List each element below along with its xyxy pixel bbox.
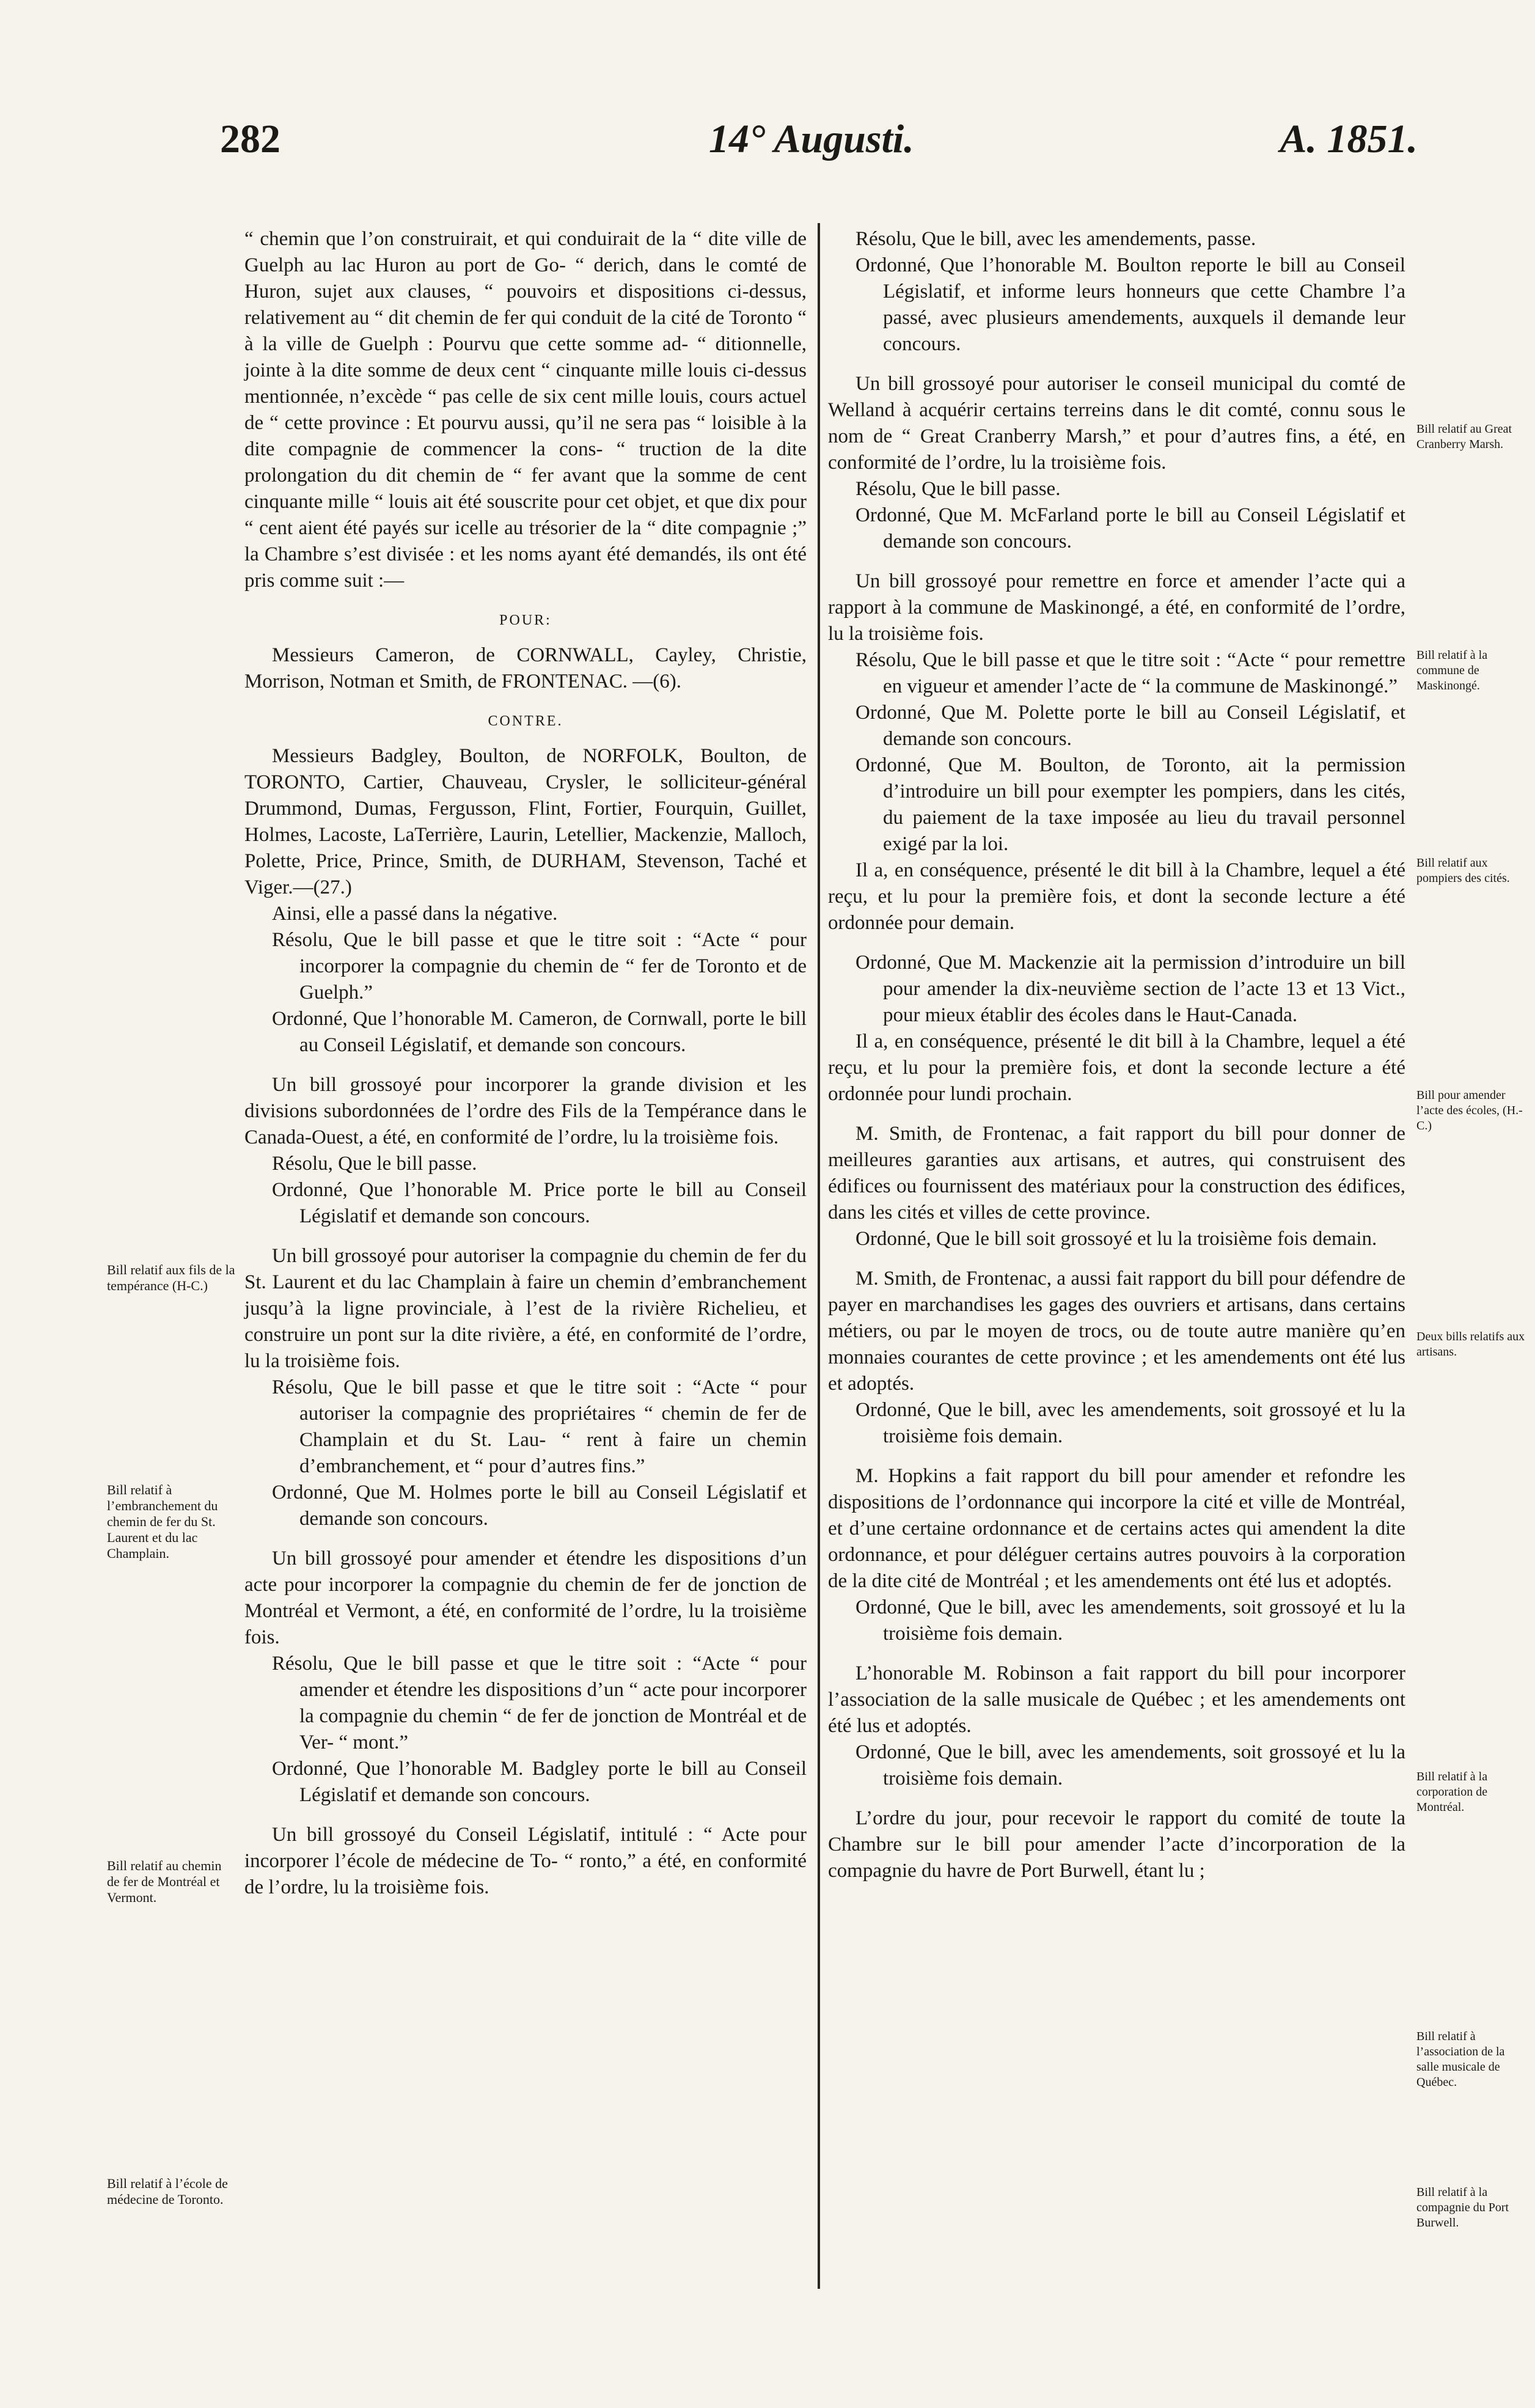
ordonne-cameron: Ordonné, Que l’honorable M. Cameron, de Cornwall, porte le bill au Conseil Législatif, et demande son concours. (272, 1008, 807, 1056)
ordonne-pompiers: Ordonné, Que M. Boulton, de Toronto, ait la permission d’introduire un bill pour exempter les pompiers, dans les cités, du paiement de la taxe imposée au lieu du travail personnel exigé par la loi. (855, 754, 1405, 855)
ordonne-polette: Ordonné, Que M. Polette porte le bill au Conseil Législatif, et demande son concours. (855, 702, 1405, 750)
column-divider (818, 223, 820, 2289)
pour-names: Messieurs Cameron, de CORNWALL, Cayley, Christie, Morrison, Notman et Smith, de FRONTENAC. —(6). (244, 644, 807, 692)
contre-label: CONTRE. (488, 713, 563, 729)
sidenote-vermont: Bill relatif au chemin de fer de Montréal et Vermont. (107, 1858, 222, 1905)
resolu-vermont: Résolu, Que le bill passe et que le titre soit : “Acte “ pour amender et étendre les dispositions d’un “ acte pour incorporer la compagnie du chemin “ de fer de jonction de Montréal et de Ver- “ mont.” (272, 1653, 807, 1753)
contre-names: Messieurs Badgley, Boulton, de NORFOLK, Boulton, de TORONTO, Cartier, Chauveau, Crysler, le solliciteur-général Drummond, Dumas, Fergusson, Flint, Fortier, Fourquin, Guillet, Holmes, Lacoste, LaTerrière, Laurin, Letellier, Mackenzie, Malloch, Polette, Price, Prince, Smith, de DURHAM, Stevenson, Taché et Viger.—(27.) (244, 745, 807, 898)
ordonne-boulton: Ordonné, Que l’honorable M. Boulton reporte le bill au Conseil Législatif, et informe leurs honneurs que cette Chambre l’a passé, avec plusieurs amendements, auxquels il demande leur concours. (855, 254, 1405, 355)
presente-demain: Il a, en conséquence, présenté le dit bill à la Chambre, lequel a été reçu, et lu pour la première fois, et dont la seconde lecture a été ordonnée pour demain. (828, 859, 1405, 934)
sidenote-temperance: Bill relatif aux fils de la tempérance (H-C.) (107, 1262, 235, 1293)
guelph-amendment-text: “ chemin que l’on construirait, et qui conduirait de la “ dite ville de Guelph au lac Huron au port de Go- “ derich, dans le comté de Huron, sujet aux clauses, “ pouvoirs et dispositions ci-dessus, relativement au “ dit chemin de fer qui conduit de la cité de Toronto “ à la ville de Guelph : Pourvu que cette somme ad- “ ditionnelle, jointe à la dite somme de deux cent “ cinquante mille louis ci-dessus mentionnée, n’excède “ pas celle de six cent mille louis, cours actuel de “ cette province : Et pourvu aussi, qu’il ne sera pas “ loisible à la dite compagnie de commencer la cons- “ truction de la dite prolongation du dit chemin de “ fer avant que la somme de cent cinquante mille “ louis ait été souscrite pour cet objet, et que dix pour “ cent aient été payés sur icelle au trésorier de la “ dite compagnie ;” la Chambre s’est divisée : et les noms ayant été demandés, ils ont été pris comme suit :— (244, 228, 807, 592)
sidenote-cranberry: Bill relatif au Great Cranberry Marsh. (1416, 422, 1512, 451)
temperance-bill: Un bill grossoyé pour incorporer la grande division et les divisions subordonnées de l’ordre des Fils de la Tempérance dans le Canada-Ouest, a été, en conformité de l’ordre, lu la troisième fois. (244, 1074, 807, 1148)
right-column (828, 226, 1405, 1898)
ordonne-grossoye: Ordonné, Que le bill soit grossoyé et lu la troisième fois demain. (855, 1228, 1377, 1250)
sidenote-artisans: Deux bills relatifs aux artisans. (1416, 1330, 1525, 1359)
medecine-bill: Un bill grossoyé du Conseil Législatif, intitulé : “ Acte pour incorporer l’école de médecine de To- “ ronto,” a été, en conformité de l’ordre, lu la troisième fois. (244, 1824, 807, 1898)
negative-result: Ainsi, elle a passé dans la négative. (272, 903, 558, 925)
resolu-st-laurent: Résolu, Que le bill passe et que le titre soit : “Acte “ pour autoriser la compagnie des propriétaires “ chemin de fer de Champlain et du St. Lau- “ rent à faire un chemin d’embranchement, et “ pour d’autres fins.” (272, 1376, 807, 1477)
ordonne-amend-3: Ordonné, Que le bill, avec les amendements, soit grossoyé et lu la troisième fois demain. (855, 1741, 1405, 1789)
resolu-maskinonge: Résolu, Que le bill passe et que le titre soit : “Acte “ pour remettre en vigueur et amender l’acte de “ la commune de Maskinongé.” (855, 649, 1405, 697)
resolu-guelph: Résolu, Que le bill passe et que le titre soit : “Acte “ pour incorporer la compagnie du chemin de “ fer de Toronto et de Guelph.” (272, 929, 807, 1004)
ordonne-price: Ordonné, Que l’honorable M. Price porte le bill au Conseil Législatif et demande son concours. (272, 1179, 807, 1227)
page-header (220, 116, 1418, 183)
ordonne-amend-1: Ordonné, Que le bill, avec les amendements, soit grossoyé et lu la troisième fois demain. (855, 1399, 1405, 1447)
hopkins-report: M. Hopkins a fait rapport du bill pour amender et refondre les dispositions de l’ordonnance qui incorpore la cité et ville de Montréal, et d’une certaine ordonnance et de certains actes qui amendent la dite ordonnance, et pour déléguer certains autres pouvoirs à la corporation de la dite cité de Montréal ; et les amendements ont été lus et adoptés. (828, 1465, 1405, 1592)
robinson-report: L’honorable M. Robinson a fait rapport du bill pour incorporer l’association de la salle musicale de Québec ; et les amendements ont été lus et adoptés. (828, 1662, 1405, 1737)
ordonne-mackenzie: Ordonné, Que M. Mackenzie ait la permission d’introduire un bill pour amender la dix-neuvième section de l’acte 13 et 13 Vict., pour mieux établir des écoles dans le Haut-Canada. (855, 952, 1405, 1026)
smith-gages: M. Smith, de Frontenac, a aussi fait rapport du bill pour défendre de payer en marchandises les gages des ouvriers et artisans, dans certains métiers, ou par le moyen de trocs, ou de toute autre manière qu’en monnaies courantes de cette province ; et les amendements ont été lus et adoptés. (828, 1268, 1405, 1395)
pour-label: POUR: (499, 612, 552, 628)
smith-artisans: M. Smith, de Frontenac, a fait rapport du bill pour donner de meilleures garanties aux artisans, et autres, qui construisent des édifices ou fournissent des matériaux pour la construction des édifices, dans les cités et villes de cette province. (828, 1123, 1405, 1224)
resolu-amendements: Résolu, Que le bill, avec les amendements, passe. (855, 228, 1256, 250)
sidenote-montreal: Bill relatif à la corporation de Montréal. (1416, 1770, 1488, 1814)
ordonne-badgley: Ordonné, Que l’honorable M. Badgley porte le bill au Conseil Législatif et demande son concours. (272, 1758, 807, 1806)
sidenote-maskinonge: Bill relatif à la commune de Maskinongé. (1416, 648, 1488, 692)
presente-lundi: Il a, en conséquence, présenté le dit bill à la Chambre, lequel a été reçu, et lu pour la première fois, et dont la seconde lecture a été ordonnée pour lundi prochain. (828, 1030, 1405, 1105)
welland-bill: Un bill grossoyé pour autoriser le conseil municipal du comté de Welland à acquérir certains terreins dans le dit comté, connu sous le nom de “ Great Cranberry Marsh,” et pour d’autres fins, a été, en conformité de l’ordre, lu la troisième fois. (828, 373, 1405, 474)
port-burwell-order: L’ordre du jour, pour recevoir le rapport du comité de toute la Chambre sur le bill pour amender l’acte d’incorporation de la compagnie du havre de Port Burwell, étant lu ; (828, 1807, 1405, 1882)
vermont-bill: Un bill grossoyé pour amender et étendre les dispositions d’un acte pour incorporer la compagnie du chemin de fer de jonction de Montréal et Vermont, a été, en conformité de l’ordre, lu la troisième fois. (244, 1547, 807, 1648)
header-date: 14° Augusti. (709, 117, 914, 161)
sidenote-musicale: Bill relatif à l’association de la salle musicale de Québec. (1416, 2030, 1505, 2089)
left-column (244, 226, 807, 1914)
maskinonge-bill: Un bill grossoyé pour remettre en force et amender l’acte qui a rapport à la commune de Maskinongé, a été, en conformité de l’ordre, lu la troisième fois. (828, 570, 1405, 645)
sidenote-pompiers: Bill relatif aux pompiers des cités. (1416, 856, 1510, 885)
st-laurent-bill: Un bill grossoyé pour autoriser la compagnie du chemin de fer du St. Laurent et du lac Champlain à faire un chemin d’embranchement jusqu’à la ligne provinciale, à l’est de la rivière Richelieu, et construire un pont sur la dite rivière, a été, en conformité de l’ordre, lu la troisième fois. (244, 1245, 807, 1372)
page-number: 282 (220, 117, 280, 161)
ordonne-amend-2: Ordonné, Que le bill, avec les amendements, soit grossoyé et lu la troisième fois demain. (855, 1596, 1405, 1645)
sidenote-medecine: Bill relatif à l’école de médecine de Toronto. (107, 2176, 228, 2207)
header-year: A. 1851. (1280, 117, 1418, 161)
sidenote-st-laurent: Bill relatif à l’embranchement du chemin de fer du St. Laurent et du lac Champlain. (107, 1482, 218, 1561)
ordonne-holmes: Ordonné, Que M. Holmes porte le bill au Conseil Législatif et demande son concours. (272, 1481, 807, 1530)
sidenote-ecoles: Bill pour amender l’acte des écoles, (H.-C.) (1416, 1088, 1523, 1132)
resolu-temperance: Résolu, Que le bill passe. (272, 1153, 477, 1175)
sidenote-burwell: Bill relatif à la compagnie du Port Burwell. (1416, 2186, 1509, 2230)
resolu-welland: Résolu, Que le bill passe. (855, 478, 1061, 500)
ordonne-mcfarland: Ordonné, Que M. McFarland porte le bill au Conseil Législatif et demande son concours. (855, 504, 1405, 552)
